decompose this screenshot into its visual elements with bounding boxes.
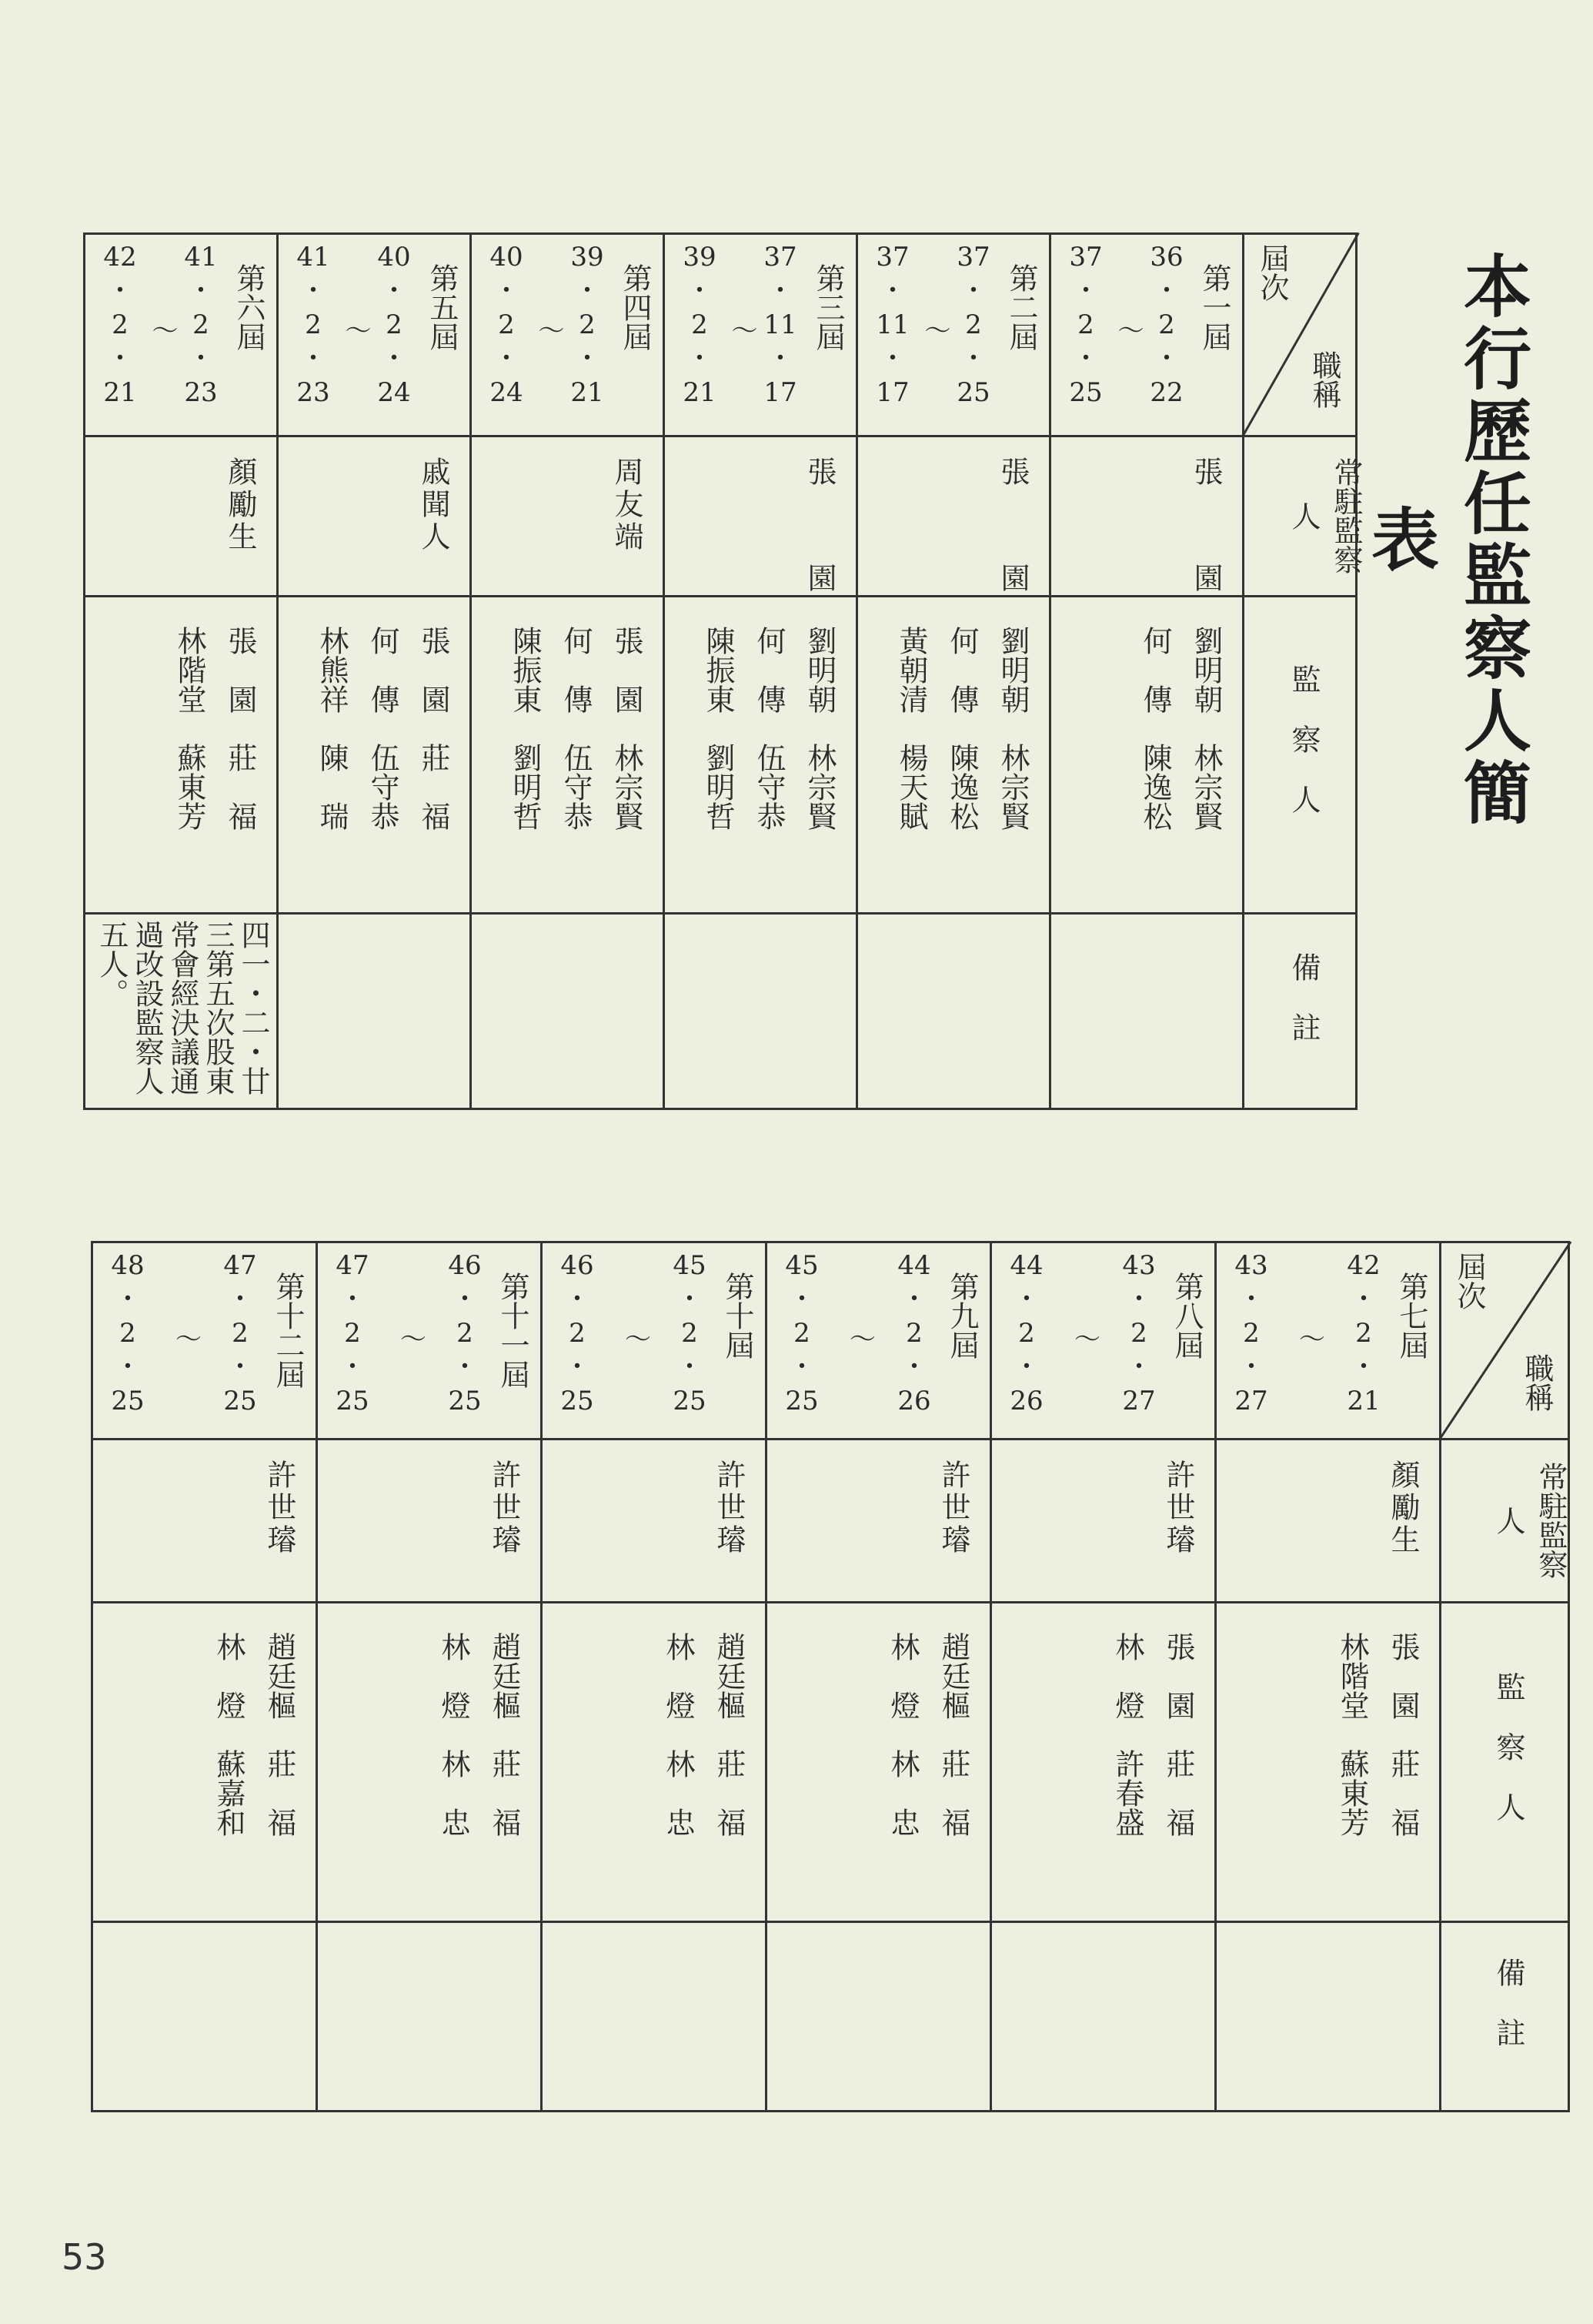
range-tilde: ～ <box>924 316 951 346</box>
page-title: 本行歷任監察人簡表 <box>1361 251 1533 830</box>
term-label: 第十屆 <box>720 1272 754 1359</box>
table2-row-divider <box>91 1601 1570 1603</box>
date-part: 47 <box>336 1250 369 1281</box>
date-part: 2 <box>691 309 708 340</box>
date-part: 2 <box>344 1318 361 1349</box>
resident-supervisor: 周友端 <box>609 456 643 553</box>
end-date <box>779 1250 825 1419</box>
date-part: 43 <box>1234 1250 1268 1281</box>
supervisor-names: 陳振東 劉明哲 <box>508 626 542 831</box>
date-separator: ・ <box>381 276 407 306</box>
date-separator: ・ <box>564 1352 590 1383</box>
date-part: 25 <box>448 1386 482 1416</box>
date-part: 2 <box>1077 309 1094 340</box>
range-tilde: ～ <box>850 1324 876 1355</box>
end-date <box>97 242 143 411</box>
start-date <box>666 1250 713 1419</box>
supervisor-names: 林 燈 許春盛 <box>1110 1632 1144 1837</box>
table2-row-divider <box>91 1921 1570 1923</box>
start-date <box>178 242 224 411</box>
date-separator: ・ <box>574 276 600 306</box>
supervisor-names: 何 傳 伍守恭 <box>559 626 593 831</box>
supervisor-names: 林 燈 蘇嘉和 <box>212 1632 245 1837</box>
date-part: 25 <box>957 377 990 408</box>
date-part: 2 <box>305 309 322 340</box>
supervisor-names: 何 傳 伍守恭 <box>366 626 399 831</box>
date-part: 24 <box>377 377 411 408</box>
term-label: 第四屆 <box>618 263 652 351</box>
date-part: 42 <box>1347 1250 1381 1281</box>
date-separator: ・ <box>300 343 326 374</box>
start-date <box>217 1250 263 1419</box>
date-part: 48 <box>111 1250 145 1281</box>
date-separator: ・ <box>767 343 793 374</box>
table1-row-divider <box>83 595 1358 597</box>
header-title: 職稱 <box>1307 350 1341 409</box>
header-term: 屆次 <box>1452 1252 1486 1310</box>
end-date <box>1063 242 1109 411</box>
date-part: 2 <box>112 309 129 340</box>
date-separator: ・ <box>107 343 133 374</box>
date-separator: ・ <box>676 1284 703 1315</box>
header-supervisors: 監察人 <box>1491 1671 1525 1852</box>
date-part: 2 <box>681 1318 698 1349</box>
start-date <box>1116 1250 1162 1419</box>
header-title: 職稱 <box>1520 1353 1554 1412</box>
date-part: 25 <box>223 1386 257 1416</box>
date-separator: ・ <box>493 343 519 374</box>
date-part: 25 <box>785 1386 819 1416</box>
date-separator: ・ <box>880 276 906 306</box>
date-part: 2 <box>1130 1318 1147 1349</box>
date-separator: ・ <box>300 276 326 306</box>
date-separator: ・ <box>1238 1352 1264 1383</box>
supervisor-names: 趙廷樞 莊 福 <box>712 1632 746 1837</box>
date-separator: ・ <box>452 1352 478 1383</box>
date-separator: ・ <box>115 1352 141 1383</box>
supervisor-names: 張 園 莊 福 <box>1161 1632 1195 1837</box>
term-label: 第十一屆 <box>496 1272 529 1389</box>
term-label: 第三屆 <box>811 263 845 351</box>
date-part: 2 <box>386 309 402 340</box>
date-part: 17 <box>763 377 797 408</box>
date-separator: ・ <box>339 1284 366 1315</box>
end-date <box>1228 1250 1274 1419</box>
table1-column-divider <box>469 232 472 1110</box>
date-separator: ・ <box>686 276 713 306</box>
header-term: 屆次 <box>1255 243 1289 302</box>
date-part: 24 <box>489 377 523 408</box>
date-part: 26 <box>1010 1386 1044 1416</box>
date-separator: ・ <box>789 1352 815 1383</box>
date-part: 37 <box>876 242 910 273</box>
date-part: 21 <box>1347 1386 1381 1416</box>
page-number: 53 <box>62 2236 107 2278</box>
date-part: 42 <box>103 242 137 273</box>
range-tilde: ～ <box>400 1324 426 1355</box>
supervisor-names: 張 園 莊 福 <box>223 626 257 831</box>
date-separator: ・ <box>493 276 519 306</box>
supervisor-names: 劉明朝 林宗賢 <box>996 626 1030 831</box>
date-separator: ・ <box>686 343 713 374</box>
date-separator: ・ <box>960 276 987 306</box>
header-remarks: 備註 <box>1491 1957 1525 2078</box>
range-tilde: ～ <box>345 316 372 346</box>
end-date <box>1004 1250 1050 1419</box>
date-separator: ・ <box>1154 343 1180 374</box>
date-separator: ・ <box>1154 276 1180 306</box>
table2-header-divider <box>1439 1241 1441 2112</box>
supervisor-names: 林熊祥 陳 瑞 <box>315 626 349 831</box>
date-separator: ・ <box>1351 1352 1377 1383</box>
date-separator: ・ <box>901 1284 927 1315</box>
table2-column-divider <box>540 1241 543 2112</box>
date-part: 21 <box>683 377 716 408</box>
date-part: 2 <box>1355 1318 1372 1349</box>
range-tilde: ～ <box>1117 316 1144 346</box>
date-part: 45 <box>785 1250 819 1281</box>
start-date <box>1341 1250 1387 1419</box>
date-part: 2 <box>1243 1318 1260 1349</box>
date-part: 46 <box>448 1250 482 1281</box>
end-date <box>329 1250 376 1419</box>
date-part: 25 <box>560 1386 594 1416</box>
range-tilde: ～ <box>731 316 758 346</box>
date-part: 27 <box>1234 1386 1268 1416</box>
date-separator: ・ <box>381 343 407 374</box>
start-date <box>1144 242 1190 411</box>
end-date <box>290 242 336 411</box>
table2-column-divider <box>316 1241 318 2112</box>
date-part: 37 <box>1069 242 1103 273</box>
date-separator: ・ <box>880 343 906 374</box>
date-separator: ・ <box>1073 276 1099 306</box>
resident-supervisor: 許世璿 <box>262 1460 296 1557</box>
date-part: 2 <box>1158 309 1175 340</box>
table2-column-divider <box>765 1241 767 2112</box>
date-part: 44 <box>897 1250 931 1281</box>
date-part: 41 <box>184 242 218 273</box>
resident-supervisor: 許世璿 <box>712 1460 746 1557</box>
date-separator: ・ <box>1351 1284 1377 1315</box>
header-supervisors: 監察人 <box>1287 664 1321 844</box>
end-date <box>483 242 529 411</box>
date-part: 2 <box>1018 1318 1035 1349</box>
range-tilde: ～ <box>538 316 565 346</box>
table2-column-divider <box>990 1241 992 2112</box>
end-date <box>870 242 916 411</box>
range-tilde: ～ <box>1074 1324 1100 1355</box>
date-part: 17 <box>876 377 910 408</box>
supervisor-names: 張 園 莊 福 <box>416 626 450 831</box>
date-separator: ・ <box>574 343 600 374</box>
supervisor-names: 張 園 林宗賢 <box>609 626 643 831</box>
date-separator: ・ <box>1126 1284 1152 1315</box>
table1-column-divider <box>856 232 858 1110</box>
term-label: 第五屆 <box>425 263 459 351</box>
date-part: 2 <box>793 1318 810 1349</box>
date-separator: ・ <box>107 276 133 306</box>
header-remarks: 備註 <box>1287 951 1321 1072</box>
date-separator: ・ <box>227 1284 253 1315</box>
range-tilde: ～ <box>175 1324 202 1355</box>
date-part: 25 <box>1069 377 1103 408</box>
date-separator: ・ <box>1238 1284 1264 1315</box>
resident-supervisor: 許世璿 <box>1161 1460 1195 1557</box>
date-part: 41 <box>296 242 330 273</box>
date-separator: ・ <box>960 343 987 374</box>
supervisor-names: 張 園 莊 福 <box>1386 1632 1420 1837</box>
start-date <box>891 1250 937 1419</box>
start-date <box>757 242 803 411</box>
date-part: 23 <box>296 377 330 408</box>
term-label: 第七屆 <box>1394 1272 1428 1359</box>
date-separator: ・ <box>767 276 793 306</box>
date-separator: ・ <box>676 1352 703 1383</box>
resident-supervisor: 張 園 <box>1189 456 1223 614</box>
date-part: 27 <box>1122 1386 1156 1416</box>
date-part: 2 <box>456 1318 473 1349</box>
supervisor-names: 趙廷樞 莊 福 <box>937 1632 970 1837</box>
date-part: 39 <box>683 242 716 273</box>
date-part: 2 <box>569 1318 586 1349</box>
date-part: 45 <box>673 1250 706 1281</box>
resident-supervisor: 許世璿 <box>487 1460 521 1557</box>
date-separator: ・ <box>1126 1352 1152 1383</box>
date-part: 37 <box>957 242 990 273</box>
date-part: 46 <box>560 1250 594 1281</box>
date-part: 2 <box>498 309 515 340</box>
start-date <box>564 242 610 411</box>
term-label: 第二屆 <box>1004 263 1038 351</box>
date-separator: ・ <box>188 276 214 306</box>
term-label: 第一屆 <box>1197 263 1231 351</box>
date-part: 25 <box>336 1386 369 1416</box>
range-tilde: ～ <box>625 1324 651 1355</box>
supervisor-names: 劉明朝 林宗賢 <box>1189 626 1223 831</box>
date-separator: ・ <box>188 343 214 374</box>
date-separator: ・ <box>227 1352 253 1383</box>
term-label: 第六屆 <box>232 263 266 351</box>
supervisor-names: 陳振東 劉明哲 <box>701 626 735 831</box>
supervisor-names: 趙廷樞 莊 福 <box>262 1632 296 1837</box>
end-date <box>105 1250 151 1419</box>
date-separator: ・ <box>115 1284 141 1315</box>
date-part: 21 <box>570 377 604 408</box>
supervisor-names: 何 傳 陳逸松 <box>945 626 979 831</box>
date-part: 23 <box>184 377 218 408</box>
date-part: 2 <box>232 1318 249 1349</box>
table1-row-divider <box>83 912 1358 915</box>
resident-supervisor: 顏勵生 <box>223 456 257 553</box>
date-part: 2 <box>119 1318 136 1349</box>
date-part: 2 <box>965 309 982 340</box>
supervisor-names: 林 燈 林 忠 <box>436 1632 470 1837</box>
date-part: 2 <box>579 309 596 340</box>
table2-column-divider <box>1214 1241 1217 2112</box>
date-part: 37 <box>763 242 797 273</box>
table1-column-divider <box>276 232 279 1110</box>
resident-supervisor: 張 園 <box>803 456 837 614</box>
table2-row-divider <box>91 1438 1570 1440</box>
date-separator: ・ <box>1014 1352 1040 1383</box>
table1-column-divider <box>1049 232 1051 1110</box>
table1-column-divider <box>663 232 665 1110</box>
date-part: 21 <box>103 377 137 408</box>
date-part: 25 <box>673 1386 706 1416</box>
supervisor-names: 黃朝清 楊天賦 <box>894 626 928 831</box>
start-date <box>371 242 417 411</box>
range-tilde: ～ <box>1299 1324 1325 1355</box>
date-part: 40 <box>489 242 523 273</box>
header-resident: 常駐監察人 <box>1287 457 1363 574</box>
supervisor-names: 林階堂 蘇東芳 <box>172 626 206 831</box>
date-part: 26 <box>897 1386 931 1416</box>
resident-supervisor: 張 園 <box>996 456 1030 614</box>
date-part: 36 <box>1150 242 1184 273</box>
supervisor-names: 趙廷樞 莊 福 <box>487 1632 521 1837</box>
date-part: 43 <box>1122 1250 1156 1281</box>
date-part: 44 <box>1010 1250 1044 1281</box>
date-part: 22 <box>1150 377 1184 408</box>
range-tilde: ～ <box>152 316 179 346</box>
supervisor-names: 何 傳 伍守恭 <box>752 626 786 831</box>
date-part: 2 <box>192 309 209 340</box>
date-separator: ・ <box>452 1284 478 1315</box>
supervisor-names: 林 燈 林 忠 <box>886 1632 920 1837</box>
supervisor-names: 劉明朝 林宗賢 <box>803 626 837 831</box>
date-separator: ・ <box>1073 343 1099 374</box>
term-label: 第九屆 <box>945 1272 979 1359</box>
date-separator: ・ <box>1014 1284 1040 1315</box>
supervisor-names: 林 燈 林 忠 <box>661 1632 695 1837</box>
date-part: 25 <box>111 1386 145 1416</box>
date-part: 40 <box>377 242 411 273</box>
date-separator: ・ <box>564 1284 590 1315</box>
date-separator: ・ <box>789 1284 815 1315</box>
end-date <box>554 1250 600 1419</box>
date-part: 47 <box>223 1250 257 1281</box>
term-label: 第八屆 <box>1170 1272 1204 1359</box>
date-part: 2 <box>906 1318 923 1349</box>
supervisor-names: 何 傳 陳逸松 <box>1138 626 1172 831</box>
resident-supervisor: 許世璿 <box>937 1460 970 1557</box>
remarks-note: 四一・二・廿三第五次股東常會經決議通過改設監察人五人。 <box>95 920 270 1095</box>
date-separator: ・ <box>339 1352 366 1383</box>
table1-header-divider <box>1242 232 1244 1110</box>
date-part: 11 <box>876 309 910 340</box>
header-resident: 常駐監察人 <box>1491 1462 1568 1579</box>
date-part: 39 <box>570 242 604 273</box>
date-part: 11 <box>763 309 797 340</box>
end-date <box>676 242 723 411</box>
supervisor-names: 林階堂 蘇東芳 <box>1335 1632 1369 1837</box>
table1-row-divider <box>83 435 1358 437</box>
start-date <box>442 1250 488 1419</box>
term-label: 第十二屆 <box>271 1272 305 1389</box>
date-separator: ・ <box>901 1352 927 1383</box>
resident-supervisor: 顏勵生 <box>1386 1460 1420 1557</box>
resident-supervisor: 戚聞人 <box>416 456 450 553</box>
start-date <box>950 242 997 411</box>
